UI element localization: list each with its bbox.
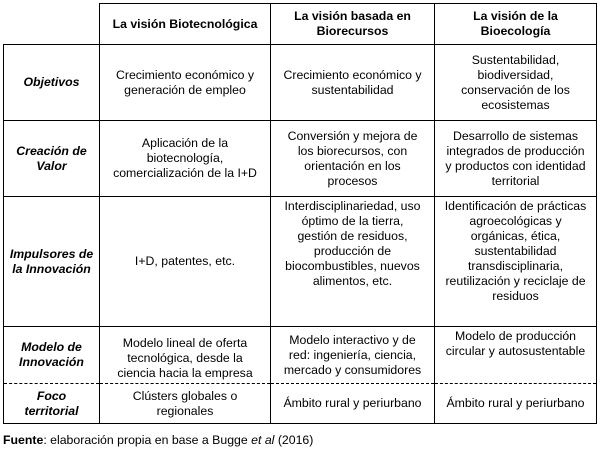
row-label-objetivos: Objetivos [4, 45, 100, 121]
cell-creacion-bioecology: Desarrollo de sistemas integrados de producción y productos con identidad territorial [435, 121, 597, 197]
cell-modelo-bioecology: Modelo de producción circular y autosustentable [435, 327, 597, 384]
cell-impulsores-biotech: I+D, patentes, etc. [100, 197, 271, 327]
comparison-table [3, 3, 597, 424]
row-label-creacion-valor: Creación de Valor [4, 121, 100, 197]
cell-impulsores-bioecology: Identificación de prácticas agroecológicas y orgánicas, ética, sustentabilidad transdisciplinaria, reutilización y reciclaje de residuos [435, 197, 597, 327]
header-row [4, 4, 597, 45]
header-bioresources: La visión basada en Biorecursos [271, 4, 435, 45]
header-biotech: La visión Biotecnológica [100, 4, 271, 45]
cell-modelo-biotech: Modelo lineal de oferta tecnológica, desde la ciencia hacia la empresa [100, 327, 271, 384]
cell-objetivos-bioecology: Sustentabilidad, biodiversidad, conservación de los ecosistemas [435, 45, 597, 121]
row-label-impulsores: Impulsores de la Innovación [4, 197, 100, 327]
row-modelo-innovacion [4, 327, 597, 384]
row-impulsores [4, 197, 597, 327]
header-bioecology: La visión de la Bioecología [435, 4, 597, 45]
source-text-before: : elaboración propia en base a Bugge [43, 433, 252, 447]
row-label-foco-territorial: Foco territorial [4, 384, 100, 424]
cell-objetivos-bioresources: Crecimiento económico y sustentabilidad [271, 45, 435, 121]
row-objetivos [4, 45, 597, 121]
row-foco-territorial [4, 384, 597, 424]
cell-modelo-bioresources: Modelo interactivo y de red: ingeniería, ciencia, mercado y consumidores [271, 327, 435, 384]
cell-foco-biotech: Clústers globales o regionales [100, 384, 271, 424]
header-corner [4, 4, 100, 45]
cell-creacion-bioresources: Conversión y mejora de los biorecursos, con orientación en los procesos [271, 121, 435, 197]
source-text-after: (2016) [274, 433, 314, 447]
cell-creacion-biotech: Aplicación de la biotecnología, comercialización de la I+D [100, 121, 271, 197]
source-note [3, 433, 313, 448]
cell-foco-bioresources: Ámbito rural y periurbano [271, 384, 435, 424]
row-label-modelo-innovacion: Modelo de Innovación [4, 327, 100, 384]
cell-foco-bioecology: Ámbito rural y periurbano [435, 384, 597, 424]
row-creacion-valor [4, 121, 597, 197]
cell-objetivos-biotech: Crecimiento económico y generación de empleo [100, 45, 271, 121]
source-label: Fuente [3, 433, 44, 447]
cell-impulsores-bioresources: Interdisciplinariedad, uso óptimo de la tierra, gestión de residuos, producción de biocombustibles, nuevos alimentos, etc. [271, 197, 435, 327]
source-italic: et al [251, 433, 275, 447]
